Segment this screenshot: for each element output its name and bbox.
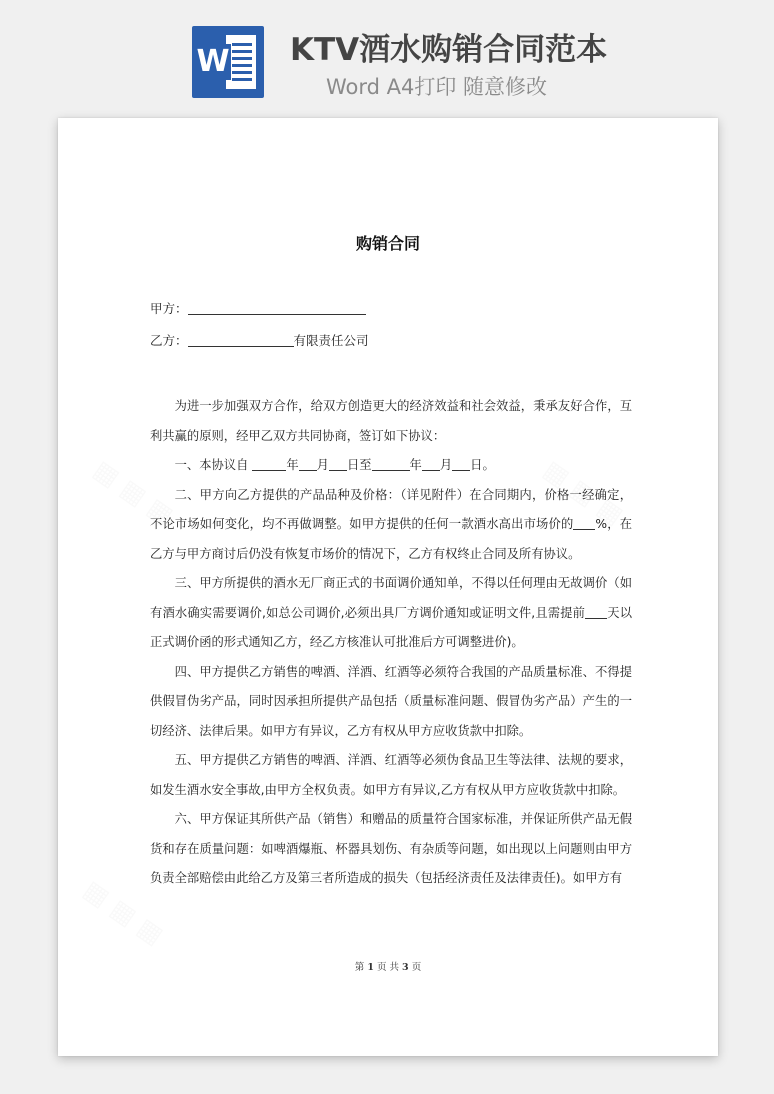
banner-subtitle: Word A4打印 随意修改 [326,75,548,99]
banner [0,0,774,118]
clause-6: 六、甲方保证其所供产品（销售）和赠品的质量符合国家标准，并保证所供产品无假货和存在质量问题：如啤酒爆瓶、杯器具划伤、有杂质等问题，如出现以上问题则由甲方负责全部赔偿由此给乙方及第三者所造成的损失（包括经济责任及法律责任)。如甲方有 [150,812,632,885]
party-a-line [150,299,366,317]
party-b-suffix: 有限责任公司 [293,333,369,348]
document-title: 购销合同 [355,234,420,253]
word-icon-letter: W [196,44,230,79]
page-total: 3 [402,962,409,973]
party-b-line [150,331,369,349]
party-a-label: 甲方： [150,301,188,316]
party-a-blank [188,302,366,315]
clause-1: 一、本协议自 年 月 日至 年 月 日。 [174,458,495,472]
clause-intro: 为进一步加强双方合作，给双方创造更大的经济效益和社会效益，秉承友好合作，互利共赢的原则，经甲乙双方共同协商，签订如下协议： [150,399,632,443]
clause-5: 五、甲方提供乙方销售的啤酒、洋酒、红酒等必须伪食品卫生等法律、法规的要求，如发生酒水安全事故,由甲方全权负责。如甲方有异议,乙方有权从甲方应收货款中扣除。 [150,753,632,797]
contract-body [150,392,632,894]
clause-2: 二、甲方向乙方提供的产品品种及价格：（详见附件）在合同期内，价格一经确定，不论市场如何变化，均不再做调整。如甲方提供的任何一款酒水高出市场价的 %，在乙方与甲方商讨后仍没有恢复市场价的情况下，乙方有权终止合同及所有协议。 [150,487,632,561]
party-b-blank [188,334,294,347]
word-icon [192,26,264,98]
banner-title: KTV酒水购销合同范本 [290,32,608,68]
clause-4: 四、甲方提供乙方销售的啤酒、洋酒、红酒等必须符合我国的产品质量标准、不得提供假冒伪劣产品，同时因承担所提供产品包括（质量标准问题、假冒伪劣产品）产生的一切经济、法律后果。如甲方有异议，乙方有权从甲方应收货款中扣除。 [150,664,632,738]
page-number: 1 [367,962,374,973]
page-footer: 第 1 页 共 3 页 [354,962,422,973]
party-b-label: 乙方： [150,333,188,348]
document-page [58,118,718,1056]
clause-3: 三、甲方所提供的酒水无厂商正式的书面调价通知单，不得以任何理由无故调价（如有酒水确实需要调价,如总公司调价,必须出具厂方调价通知或证明文件,且需提前 天以正式调价函的形式通知乙方，经乙方核准认可批准后方可调整进价)。 [150,576,632,649]
